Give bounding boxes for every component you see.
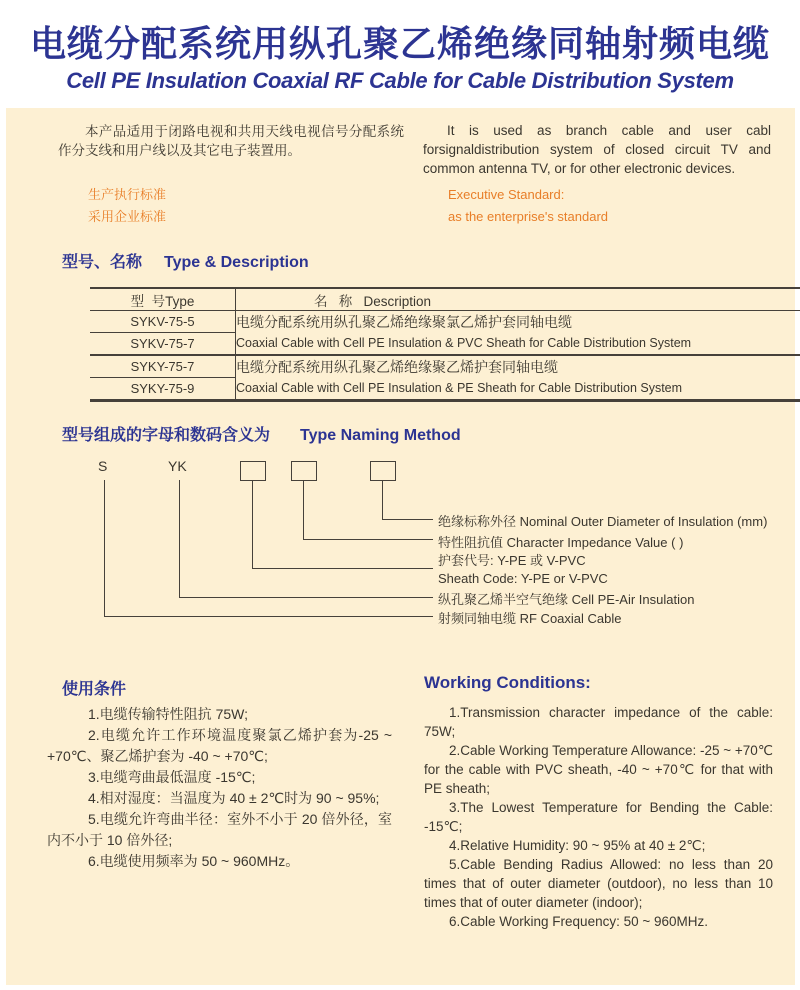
- code-letter-yk: YK: [168, 458, 187, 474]
- working-item: 2.Cable Working Temperature Allowance: -25 ~ +70℃ for the cable with PVC sheath, -40 ~ +70℃ for that with PE sheath;: [424, 743, 773, 796]
- usage-item: 5.电缆允许弯曲半径：室外不小于 20 倍外径，室内不小于 10 倍外径;: [47, 811, 392, 848]
- section-heading-working-conditions: Working Conditions:: [424, 673, 591, 692]
- usage-conditions-list: [47, 704, 392, 872]
- connector-line-s: [104, 480, 105, 616]
- naming-label-coaxial: 射频同轴电缆 RF Coaxial Cable: [438, 611, 622, 626]
- usage-item: 3.电缆弯曲最低温度 -15℃;: [88, 769, 256, 785]
- description-value: 电缆分配系统用纵孔聚乙烯绝缘聚氯乙烯护套同轴电缆: [236, 313, 572, 330]
- intro-paragraph-chinese: 本产品适用于闭路电视和共用天线电视信号分配系统作分支线和用户线以及其它电子装置用。: [58, 124, 404, 158]
- standards-note-english: [448, 186, 608, 230]
- heading-naming-zh: 型号组成的字母和数码含义为: [62, 427, 271, 444]
- table-header-row: [90, 288, 800, 311]
- page-title-chinese: 电缆分配系统用纵孔聚乙烯绝缘同轴射频电缆: [29, 23, 770, 64]
- connector-line-box1: [252, 481, 253, 568]
- naming-label-insulation: 纵孔聚乙烯半空气绝缘 Cell PE-Air Insulation: [438, 592, 695, 607]
- table-row: [90, 378, 800, 401]
- type-value: SYKY-75-9: [90, 378, 236, 401]
- working-item: 5.Cable Bending Radius Allowed: no less than 20 times that of outer diameter (outdoor), no less than 10 times that of outer diameter (indoor);: [424, 857, 773, 910]
- naming-label-impedance: 特性阻抗值 Character Impedance Value ( ): [438, 535, 684, 550]
- table-row: [90, 311, 800, 333]
- heading-type-zh: 型号、名称: [62, 254, 143, 271]
- section-heading-usage-conditions: 使用条件: [62, 681, 127, 698]
- table-row: [90, 333, 800, 356]
- usage-item: 4.相对湿度：当温度为 40 ± 2℃时为 90 ~ 95%;: [88, 790, 380, 806]
- production-standard-label: 生产执行标准: [88, 187, 167, 202]
- connector-line-sheath: [252, 568, 433, 569]
- intro-paragraph-english: It is used as branch cable and user cabl forsignaldistribution system of closed circuit TV and common antenna TV, or for other electronic devices.: [423, 123, 771, 176]
- usage-item: 1.电缆传输特性阻抗 75W;: [88, 706, 248, 722]
- executive-standard-label: Executive Standard:: [448, 187, 565, 202]
- usage-item: 6.电缆使用频率为 50 ~ 960MHz。: [88, 853, 300, 869]
- working-conditions-list: [424, 703, 773, 931]
- standards-note-chinese: [88, 186, 166, 230]
- enterprise-standard-label: 采用企业标准: [88, 209, 167, 224]
- connector-line-yk: [179, 480, 180, 597]
- page-title-english: Cell PE Insulation Coaxial RF Cable for Cable Distribution System: [66, 68, 734, 93]
- connector-line-box3: [382, 481, 383, 519]
- heading-type-en: Type & Description: [164, 254, 309, 271]
- section-heading-type-description: [62, 249, 309, 272]
- table-row: [90, 355, 800, 378]
- usage-item: 2.电缆允许工作环境温度聚氯乙烯护套为-25 ~ +70℃、聚乙烯护套为 -40 ~ +70℃;: [47, 727, 392, 764]
- naming-label-sheath-zh: 护套代号: Y-PE 或 V-PVC: [438, 553, 586, 568]
- enterprise-standard-text: as the enterprise's standard: [448, 209, 609, 224]
- column-header-description: 名 称 Description: [236, 288, 800, 311]
- section-heading-type-naming: [62, 422, 461, 445]
- description-value: Coaxial Cable with Cell PE Insulation & PVC Sheath for Cable Distribution System: [236, 333, 800, 356]
- connector-line-impedance: [303, 539, 433, 540]
- code-box-impedance: [291, 461, 317, 481]
- description-value: Coaxial Cable with Cell PE Insulation & PE Sheath for Cable Distribution System: [236, 381, 683, 396]
- type-value: SYKV-75-5: [90, 311, 236, 333]
- naming-label-diameter: 绝缘标称外径 Nominal Outer Diameter of Insulation (mm): [438, 514, 768, 529]
- column-header-type: 型 号Type: [90, 288, 236, 311]
- type-description-table: [90, 287, 800, 402]
- connector-line-coaxial: [104, 616, 433, 617]
- working-item: 1.Transmission character impedance of the cable: 75W;: [424, 705, 773, 739]
- working-item: 3.The Lowest Temperature for Bending the Cable: -15℃;: [424, 800, 773, 834]
- heading-naming-en: Type Naming Method: [300, 427, 461, 444]
- working-item: 4.Relative Humidity: 90 ~ 95% at 40 ± 2℃;: [449, 838, 706, 853]
- connector-line-box2: [303, 481, 304, 539]
- code-letter-s: S: [98, 458, 108, 474]
- naming-label-sheath-en: Sheath Code: Y-PE or V-PVC: [438, 571, 608, 586]
- type-value: SYKV-75-7: [90, 333, 236, 356]
- working-item: 6.Cable Working Frequency: 50 ~ 960MHz.: [449, 914, 709, 929]
- code-box-diameter: [370, 461, 396, 481]
- code-box-sheath: [240, 461, 266, 481]
- connector-line-insulation: [179, 597, 433, 598]
- connector-line-diameter: [382, 519, 433, 520]
- description-value: 电缆分配系统用纵孔聚乙烯绝缘聚乙烯护套同轴电缆: [236, 358, 558, 375]
- type-value: SYKY-75-7: [90, 355, 236, 378]
